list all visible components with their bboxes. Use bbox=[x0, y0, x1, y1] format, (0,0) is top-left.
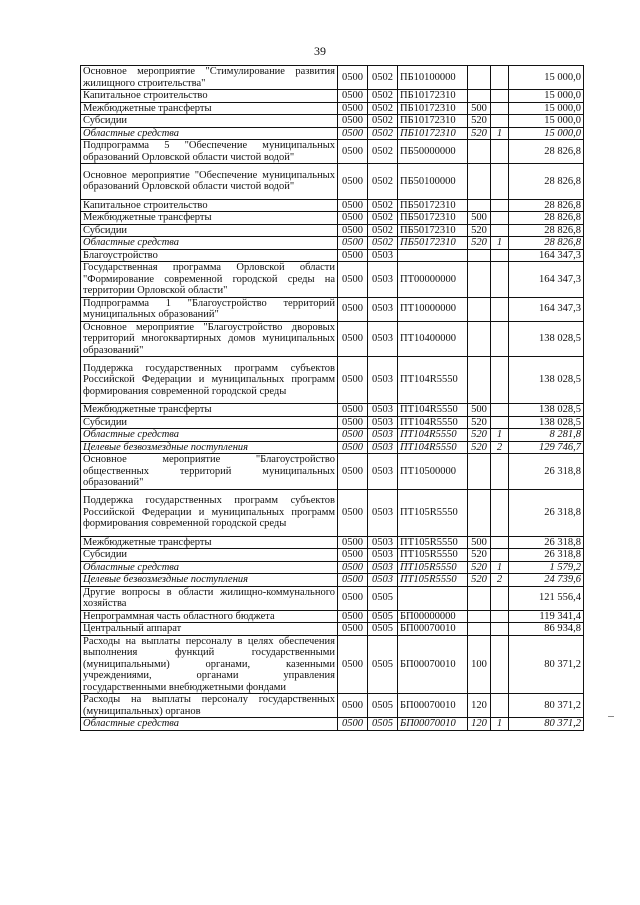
row-target-article: БП00070010 bbox=[398, 718, 468, 731]
row-subsection: 0503 bbox=[368, 454, 398, 490]
row-section: 0500 bbox=[338, 549, 368, 562]
row-name: Расходы на выплаты персоналу в целях обеспечения выполнения функций государственными (муниципальными) органами, казенными учреждениями, органами управления государственными внебюджетными фондами bbox=[81, 635, 338, 694]
row-section: 0500 bbox=[338, 441, 368, 454]
row-amount: 164 347,3 bbox=[509, 249, 584, 262]
row-amount: 164 347,3 bbox=[509, 262, 584, 298]
row-section: 0500 bbox=[338, 66, 368, 90]
row-expense-type: 520 bbox=[468, 115, 491, 128]
row-subsection: 0505 bbox=[368, 718, 398, 731]
row-funding-source bbox=[491, 357, 509, 404]
row-section: 0500 bbox=[338, 610, 368, 623]
row-amount: 80 371,2 bbox=[509, 718, 584, 731]
row-section: 0500 bbox=[338, 454, 368, 490]
row-amount: 129 746,7 bbox=[509, 441, 584, 454]
row-amount: 138 028,5 bbox=[509, 404, 584, 417]
row-section: 0500 bbox=[338, 416, 368, 429]
row-section: 0500 bbox=[338, 321, 368, 357]
row-subsection: 0502 bbox=[368, 90, 398, 103]
table-row bbox=[81, 249, 584, 262]
row-name: Областные средства bbox=[81, 718, 338, 731]
table-row bbox=[81, 454, 584, 490]
row-name: Субсидии bbox=[81, 224, 338, 237]
table-row bbox=[81, 140, 584, 164]
row-section: 0500 bbox=[338, 249, 368, 262]
row-subsection: 0503 bbox=[368, 297, 398, 321]
row-name: Областные средства bbox=[81, 561, 338, 574]
row-expense-type bbox=[468, 610, 491, 623]
row-name: Межбюджетные трансферты bbox=[81, 404, 338, 417]
row-section: 0500 bbox=[338, 357, 368, 404]
row-funding-source bbox=[491, 635, 509, 694]
row-subsection: 0502 bbox=[368, 66, 398, 90]
table-row bbox=[81, 164, 584, 200]
row-target-article: ПБ50172310 bbox=[398, 224, 468, 237]
row-funding-source bbox=[491, 164, 509, 200]
table-row bbox=[81, 357, 584, 404]
row-expense-type: 520 bbox=[468, 574, 491, 587]
row-target-article: БП00000000 bbox=[398, 610, 468, 623]
row-expense-type bbox=[468, 623, 491, 636]
row-amount: 28 826,8 bbox=[509, 224, 584, 237]
table-row bbox=[81, 574, 584, 587]
row-target-article: ПТ104R5550 bbox=[398, 441, 468, 454]
row-section: 0500 bbox=[338, 115, 368, 128]
row-target-article: ПТ104R5550 bbox=[398, 429, 468, 442]
row-subsection: 0505 bbox=[368, 586, 398, 610]
row-name: Субсидии bbox=[81, 416, 338, 429]
row-funding-source bbox=[491, 224, 509, 237]
row-subsection: 0503 bbox=[368, 574, 398, 587]
row-name: Субсидии bbox=[81, 115, 338, 128]
row-amount: 28 826,8 bbox=[509, 237, 584, 250]
row-section: 0500 bbox=[338, 224, 368, 237]
row-expense-type bbox=[468, 140, 491, 164]
row-subsection: 0503 bbox=[368, 357, 398, 404]
row-subsection: 0503 bbox=[368, 561, 398, 574]
row-expense-type bbox=[468, 249, 491, 262]
row-expense-type bbox=[468, 586, 491, 610]
row-amount: 26 318,8 bbox=[509, 489, 584, 536]
table-row bbox=[81, 441, 584, 454]
row-expense-type bbox=[468, 66, 491, 90]
table-row bbox=[81, 321, 584, 357]
row-target-article: БП00070010 bbox=[398, 694, 468, 718]
row-target-article: ПТ105R5550 bbox=[398, 549, 468, 562]
row-amount: 80 371,2 bbox=[509, 635, 584, 694]
row-section: 0500 bbox=[338, 164, 368, 200]
row-section: 0500 bbox=[338, 586, 368, 610]
row-expense-type bbox=[468, 262, 491, 298]
table-row bbox=[81, 416, 584, 429]
table-row bbox=[81, 199, 584, 212]
row-target-article: ПБ10172310 bbox=[398, 115, 468, 128]
row-amount: 1 579,2 bbox=[509, 561, 584, 574]
row-expense-type: 520 bbox=[468, 561, 491, 574]
row-amount: 119 341,4 bbox=[509, 610, 584, 623]
row-subsection: 0503 bbox=[368, 429, 398, 442]
row-expense-type: 520 bbox=[468, 429, 491, 442]
row-amount: 26 318,8 bbox=[509, 454, 584, 490]
row-subsection: 0503 bbox=[368, 549, 398, 562]
row-amount: 15 000,0 bbox=[509, 115, 584, 128]
table-row bbox=[81, 536, 584, 549]
row-subsection: 0502 bbox=[368, 212, 398, 225]
row-expense-type: 520 bbox=[468, 237, 491, 250]
row-name: Капитальное строительство bbox=[81, 199, 338, 212]
row-funding-source bbox=[491, 454, 509, 490]
row-section: 0500 bbox=[338, 212, 368, 225]
row-amount: 28 826,8 bbox=[509, 212, 584, 225]
row-subsection: 0502 bbox=[368, 127, 398, 140]
row-amount: 15 000,0 bbox=[509, 127, 584, 140]
table-row bbox=[81, 623, 584, 636]
row-section: 0500 bbox=[338, 127, 368, 140]
row-expense-type: 520 bbox=[468, 224, 491, 237]
row-expense-type: 500 bbox=[468, 536, 491, 549]
row-funding-source bbox=[491, 297, 509, 321]
row-subsection: 0505 bbox=[368, 610, 398, 623]
budget-table bbox=[80, 65, 584, 731]
row-funding-source: 1 bbox=[491, 127, 509, 140]
row-subsection: 0505 bbox=[368, 694, 398, 718]
row-expense-type: 520 bbox=[468, 416, 491, 429]
row-name: Межбюджетные трансферты bbox=[81, 212, 338, 225]
table-row bbox=[81, 561, 584, 574]
row-amount: 24 739,6 bbox=[509, 574, 584, 587]
row-expense-type: 100 bbox=[468, 635, 491, 694]
row-amount: 86 934,8 bbox=[509, 623, 584, 636]
table-row bbox=[81, 429, 584, 442]
row-target-article: ПТ10400000 bbox=[398, 321, 468, 357]
row-section: 0500 bbox=[338, 90, 368, 103]
row-funding-source bbox=[491, 140, 509, 164]
row-amount: 28 826,8 bbox=[509, 199, 584, 212]
row-amount: 15 000,0 bbox=[509, 102, 584, 115]
row-section: 0500 bbox=[338, 199, 368, 212]
row-section: 0500 bbox=[338, 623, 368, 636]
row-name: Основное мероприятие "Благоустройство общественных территорий муниципальных образований" bbox=[81, 454, 338, 490]
row-subsection: 0502 bbox=[368, 199, 398, 212]
row-target-article: ПТ105R5550 bbox=[398, 489, 468, 536]
row-amount: 164 347,3 bbox=[509, 297, 584, 321]
row-target-article: ПТ104R5550 bbox=[398, 357, 468, 404]
table-row bbox=[81, 586, 584, 610]
row-subsection: 0503 bbox=[368, 441, 398, 454]
row-funding-source bbox=[491, 212, 509, 225]
row-amount: 28 826,8 bbox=[509, 140, 584, 164]
row-subsection: 0502 bbox=[368, 164, 398, 200]
row-expense-type bbox=[468, 489, 491, 536]
row-target-article: ПТ105R5550 bbox=[398, 561, 468, 574]
row-funding-source bbox=[491, 66, 509, 90]
table-row bbox=[81, 127, 584, 140]
row-subsection: 0505 bbox=[368, 635, 398, 694]
budget-table-body bbox=[81, 66, 584, 731]
row-amount: 121 556,4 bbox=[509, 586, 584, 610]
row-target-article: БП00070010 bbox=[398, 623, 468, 636]
row-section: 0500 bbox=[338, 635, 368, 694]
row-section: 0500 bbox=[338, 574, 368, 587]
row-amount: 80 371,2 bbox=[509, 694, 584, 718]
row-amount: 138 028,5 bbox=[509, 357, 584, 404]
table-row bbox=[81, 66, 584, 90]
row-subsection: 0505 bbox=[368, 623, 398, 636]
row-target-article: ПТ104R5550 bbox=[398, 416, 468, 429]
row-name: Поддержка государственных программ субъектов Российской Федерации и муниципальных программ формирования современной городской среды bbox=[81, 357, 338, 404]
row-name: Областные средства bbox=[81, 237, 338, 250]
row-expense-type bbox=[468, 199, 491, 212]
row-name: Капитальное строительство bbox=[81, 90, 338, 103]
row-subsection: 0502 bbox=[368, 115, 398, 128]
row-section: 0500 bbox=[338, 429, 368, 442]
row-expense-type bbox=[468, 321, 491, 357]
row-funding-source bbox=[491, 404, 509, 417]
row-section: 0500 bbox=[338, 404, 368, 417]
row-subsection: 0503 bbox=[368, 321, 398, 357]
row-funding-source: 2 bbox=[491, 441, 509, 454]
table-row bbox=[81, 635, 584, 694]
row-subsection: 0502 bbox=[368, 102, 398, 115]
row-name: Центральный аппарат bbox=[81, 623, 338, 636]
table-row bbox=[81, 212, 584, 225]
table-row bbox=[81, 115, 584, 128]
row-subsection: 0503 bbox=[368, 262, 398, 298]
row-expense-type: 500 bbox=[468, 404, 491, 417]
row-funding-source bbox=[491, 90, 509, 103]
row-target-article: ПБ10172310 bbox=[398, 127, 468, 140]
row-target-article: ПБ50000000 bbox=[398, 140, 468, 164]
row-subsection: 0502 bbox=[368, 237, 398, 250]
row-name: Целевые безвозмездные поступления bbox=[81, 441, 338, 454]
row-funding-source bbox=[491, 115, 509, 128]
row-expense-type: 520 bbox=[468, 127, 491, 140]
row-expense-type: 520 bbox=[468, 441, 491, 454]
row-target-article: ПБ50100000 bbox=[398, 164, 468, 200]
row-expense-type: 120 bbox=[468, 718, 491, 731]
row-section: 0500 bbox=[338, 694, 368, 718]
table-row bbox=[81, 224, 584, 237]
row-name: Благоустройство bbox=[81, 249, 338, 262]
row-subsection: 0503 bbox=[368, 536, 398, 549]
row-funding-source bbox=[491, 694, 509, 718]
row-name: Основное мероприятие "Стимулирование развития жилищного строительства" bbox=[81, 66, 338, 90]
row-name: Подпрограмма 5 "Обеспечение муниципальных образований Орловской области чистой водой" bbox=[81, 140, 338, 164]
row-target-article: ПТ105R5550 bbox=[398, 574, 468, 587]
row-name: Субсидии bbox=[81, 549, 338, 562]
table-row bbox=[81, 718, 584, 731]
row-funding-source: 1 bbox=[491, 237, 509, 250]
row-section: 0500 bbox=[338, 140, 368, 164]
row-amount: 26 318,8 bbox=[509, 549, 584, 562]
table-row bbox=[81, 404, 584, 417]
row-section: 0500 bbox=[338, 561, 368, 574]
row-funding-source bbox=[491, 536, 509, 549]
table-row bbox=[81, 262, 584, 298]
row-name: Областные средства bbox=[81, 429, 338, 442]
row-expense-type: 520 bbox=[468, 549, 491, 562]
row-funding-source: 1 bbox=[491, 561, 509, 574]
row-expense-type bbox=[468, 164, 491, 200]
row-name: Целевые безвозмездные поступления bbox=[81, 574, 338, 587]
row-target-article: ПТ104R5550 bbox=[398, 404, 468, 417]
row-target-article: ПБ50172310 bbox=[398, 237, 468, 250]
table-row bbox=[81, 610, 584, 623]
row-expense-type bbox=[468, 454, 491, 490]
row-expense-type: 500 bbox=[468, 102, 491, 115]
table-row bbox=[81, 102, 584, 115]
row-name: Основное мероприятие "Обеспечение муниципальных образований Орловской области чистой водой" bbox=[81, 164, 338, 200]
row-target-article: БП00070010 bbox=[398, 635, 468, 694]
table-row bbox=[81, 90, 584, 103]
row-funding-source bbox=[491, 610, 509, 623]
row-amount: 28 826,8 bbox=[509, 164, 584, 200]
table-row bbox=[81, 549, 584, 562]
row-funding-source bbox=[491, 489, 509, 536]
row-funding-source bbox=[491, 416, 509, 429]
row-target-article: ПТ105R5550 bbox=[398, 536, 468, 549]
row-section: 0500 bbox=[338, 237, 368, 250]
row-name: Основное мероприятие "Благоустройство дворовых территорий многоквартирных домов муниципальных образований" bbox=[81, 321, 338, 357]
row-funding-source: 1 bbox=[491, 718, 509, 731]
row-amount: 15 000,0 bbox=[509, 90, 584, 103]
row-name: Поддержка государственных программ субъектов Российской Федерации и муниципальных программ формирования современной городской среды bbox=[81, 489, 338, 536]
row-funding-source bbox=[491, 623, 509, 636]
row-subsection: 0503 bbox=[368, 489, 398, 536]
row-section: 0500 bbox=[338, 718, 368, 731]
row-target-article: ПБ50172310 bbox=[398, 212, 468, 225]
row-funding-source bbox=[491, 586, 509, 610]
row-funding-source bbox=[491, 249, 509, 262]
row-name: Областные средства bbox=[81, 127, 338, 140]
row-funding-source: 1 bbox=[491, 429, 509, 442]
row-expense-type bbox=[468, 90, 491, 103]
row-target-article: ПБ50172310 bbox=[398, 199, 468, 212]
row-name: Расходы на выплаты персоналу государственных (муниципальных) органов bbox=[81, 694, 338, 718]
row-expense-type: 500 bbox=[468, 212, 491, 225]
row-target-article: ПБ10172310 bbox=[398, 102, 468, 115]
row-funding-source bbox=[491, 199, 509, 212]
row-funding-source bbox=[491, 102, 509, 115]
row-name: Межбюджетные трансферты bbox=[81, 536, 338, 549]
page-number: 39 bbox=[314, 44, 326, 58]
row-amount: 138 028,5 bbox=[509, 321, 584, 357]
row-name: Непрограммная часть областного бюджета bbox=[81, 610, 338, 623]
row-target-article: ПТ10500000 bbox=[398, 454, 468, 490]
row-section: 0500 bbox=[338, 536, 368, 549]
margin-mark bbox=[608, 716, 614, 717]
row-subsection: 0503 bbox=[368, 404, 398, 417]
row-name: Межбюджетные трансферты bbox=[81, 102, 338, 115]
row-expense-type bbox=[468, 297, 491, 321]
row-target-article bbox=[398, 586, 468, 610]
row-target-article: ПТ00000000 bbox=[398, 262, 468, 298]
row-amount: 26 318,8 bbox=[509, 536, 584, 549]
row-funding-source: 2 bbox=[491, 574, 509, 587]
row-subsection: 0502 bbox=[368, 140, 398, 164]
table-row bbox=[81, 297, 584, 321]
row-amount: 8 281,8 bbox=[509, 429, 584, 442]
row-section: 0500 bbox=[338, 102, 368, 115]
row-funding-source bbox=[491, 321, 509, 357]
row-target-article bbox=[398, 249, 468, 262]
row-expense-type bbox=[468, 357, 491, 404]
row-subsection: 0503 bbox=[368, 416, 398, 429]
row-section: 0500 bbox=[338, 489, 368, 536]
row-amount: 138 028,5 bbox=[509, 416, 584, 429]
row-subsection: 0502 bbox=[368, 224, 398, 237]
table-row bbox=[81, 237, 584, 250]
row-name: Государственная программа Орловской области "Формирование современной городской среды на территории Орловской области" bbox=[81, 262, 338, 298]
row-funding-source bbox=[491, 549, 509, 562]
table-row bbox=[81, 694, 584, 718]
row-target-article: ПТ10000000 bbox=[398, 297, 468, 321]
row-subsection: 0503 bbox=[368, 249, 398, 262]
row-section: 0500 bbox=[338, 262, 368, 298]
table-row bbox=[81, 489, 584, 536]
row-name: Другие вопросы в области жилищно-коммунального хозяйства bbox=[81, 586, 338, 610]
row-section: 0500 bbox=[338, 297, 368, 321]
row-target-article: ПБ10172310 bbox=[398, 90, 468, 103]
row-funding-source bbox=[491, 262, 509, 298]
row-name: Подпрограмма 1 "Благоустройство территорий муниципальных образований" bbox=[81, 297, 338, 321]
row-expense-type: 120 bbox=[468, 694, 491, 718]
row-amount: 15 000,0 bbox=[509, 66, 584, 90]
row-target-article: ПБ10100000 bbox=[398, 66, 468, 90]
